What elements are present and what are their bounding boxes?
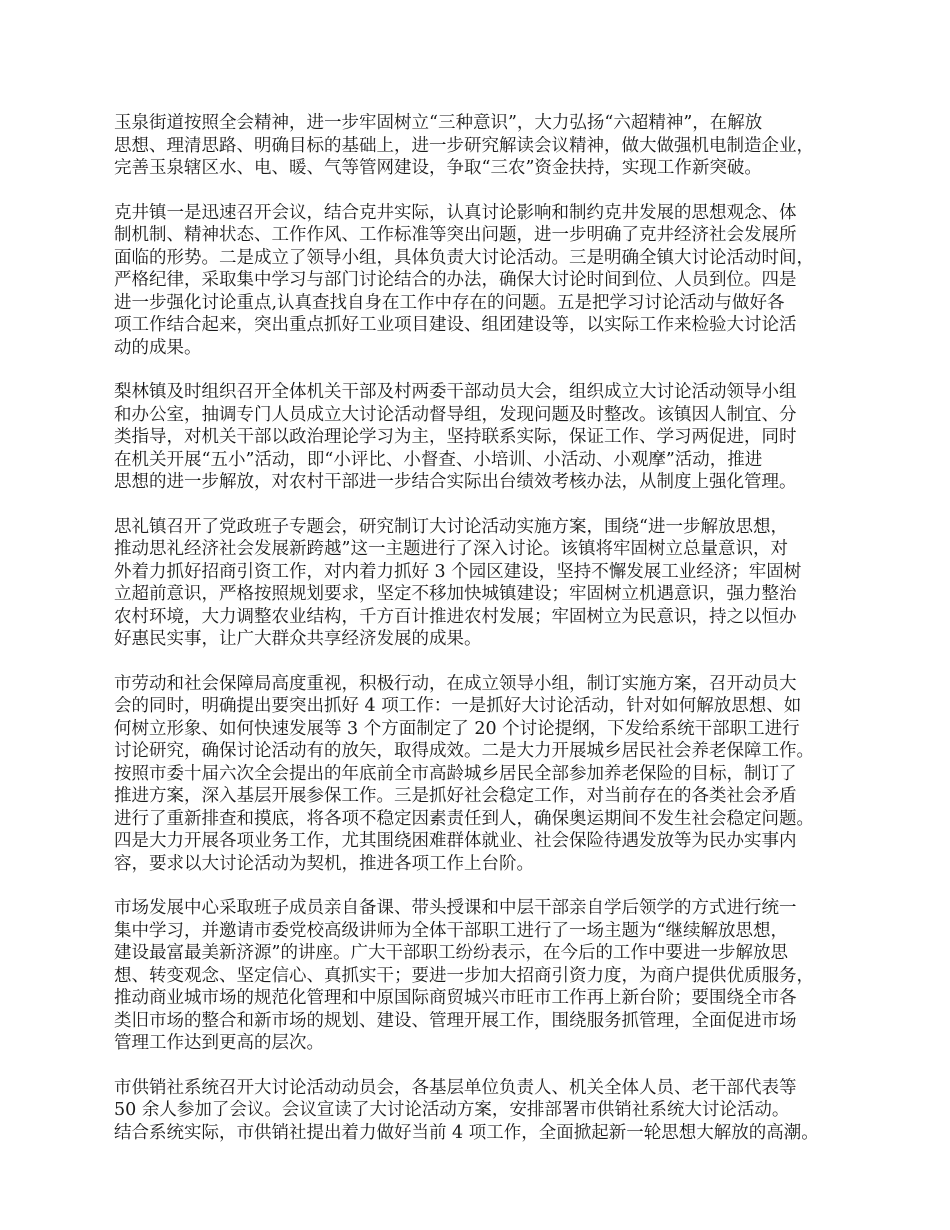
text-line: 立超前意识，严格按照规划要求，坚定不移加快城镇建设；牢固树立机遇意识，强力整治 [114,584,797,604]
paragraph-sili [114,516,854,651]
text-line: 想、转变观念、坚定信心、真抓实干；要进一步加大招商引资力度，为商户提供优质服务， [114,965,814,986]
text-line: 建设最富最美新济源”的讲座。广大干部职工纷纷表示，在今后的工作中要进一步解放思 [114,943,788,963]
text-line: 克井镇一是迅速召开会议，结合克井实际，认真讨论影响和制约克井发展的思想观念、体 [114,202,797,223]
text-line: 好惠民实事，让广大群众共享经济发展的成果。 [114,629,482,649]
text-line: 农村环境，大力调整农业结构，千方百计推进农村发展；牢固树立为民意识，持之以恒办 [114,606,797,627]
paragraph-kejing [114,202,854,360]
text-line: 在机关开展“五小”活动，即“小评比、小督查、小培训、小活动、小观摩”活动，推进 [114,449,763,470]
text-line: 推进方案，深入基层开展参保工作。三是抓好社会稳定工作，对当前存在的各类社会矛盾 [114,786,797,806]
text-line: 会的同时，明确提出要突出抓好 4 项工作：一是抓好大讨论活动，针对如何解放思想、如 [114,696,802,716]
paragraph-supply-coop [114,1077,854,1145]
text-line: 集中学习，并邀请市委党校高级讲师为全体干部职工进行了一场主题为“继续解放思想， [114,920,788,941]
text-line: 玉泉街道按照全会精神，进一步牢固树立“三种意识”，大力弘扬“六超精神”，在解放 [114,113,763,133]
text-line: 市供销社系统召开大讨论活动动员会，各基层单位负责人、机关全体人员、老干部代表等 [114,1077,797,1098]
document-body [114,112,854,1166]
text-line: 市场发展中心采取班子成员亲自备课、带头授课和中层干部亲自学后领学的方式进行统一 [114,898,797,918]
text-line: 思想、理清思路、明确目标的基础上，进一步研究解读会议精神，做大做强机电制造企业， [114,135,814,156]
paragraph-yuquan [114,112,854,180]
text-line: 讨论研究，确保讨论活动有的放矢，取得成效。二是大力开展城乡居民社会养老保障工作。 [114,741,814,761]
text-line: 进行了重新排查和摸底，将各项不稳定因素责任到人，确保奥运期间不发生社会稳定问题。 [114,808,814,829]
text-line: 严格纪律，采取集中学习与部门讨论结合的办法，确保大讨论时间到位、人员到位。四是 [114,270,797,290]
paragraph-labor-bureau [114,673,854,876]
text-line: 类旧市场的整合和新市场的规划、建设、管理开展工作，围绕服务抓管理，全面促进市场 [114,1010,797,1031]
text-line: 何树立形象、如何快速发展等 3 个方面制定了 20 个讨论提纲，下发给系统干部职工进行 [114,718,800,739]
text-line: 推动思礼经济社会发展新跨越”这一主题进行了深入讨论。该镇将牢固树立总量意识，对 [114,539,788,559]
text-line: 管理工作达到更高的层次。 [114,1033,324,1053]
text-line: 四是大力开展各项业务工作，尤其围绕困难群体就业、社会保险待遇发放等为民办实事内 [114,831,797,851]
text-line: 面临的形势。二是成立了领导小组，具体负责大讨论活动。三是明确全镇大讨论活动时间， [114,247,814,268]
text-line: 思想的进一步解放，对农村干部进一步结合实际出台绩效考核办法，从制度上强化管理。 [114,472,797,492]
text-line: 项工作结合起来，突出重点抓好工业项目建设、组团建设等，以实际工作来检验大讨论活 [114,315,797,335]
text-line: 完善玉泉辖区水、电、暖、气等管网建设，争取“三农”资金扶持，实现工作新突破。 [114,158,762,178]
paragraph-lilin [114,381,854,494]
text-line: 动的成果。 [114,337,202,358]
text-line: 结合系统实际，市供销社提出着力做好当前 4 项工作，全面掀起新一轮思想大解放的高潮。 [114,1122,819,1143]
text-line: 制机制、精神状态、工作作风、工作标准等突出问题，进一步明确了克井经济社会发展所 [114,225,797,245]
text-line: 和办公室，抽调专门人员成立大讨论活动督导组，发现问题及时整改。该镇因人制宜、分 [114,404,797,425]
paragraph-market-center [114,897,854,1055]
text-line: 按照市委十届六次全会提出的年底前全市高龄城乡居民全部参加养老保险的目标，制订了 [114,763,797,784]
text-line: 类指导，对机关干部以政治理论学习为主，坚持联系实际，保证工作、学习两促进，同时 [114,427,797,447]
text-line: 50 余人参加了会议。会议宣读了大讨论活动方案，安排部署市供销社系统大讨论活动。 [114,1100,790,1120]
text-line: 市劳动和社会保障局高度重视，积极行动，在成立领导小组，制订实施方案，召开动员大 [114,673,797,694]
text-line: 推动商业城市场的规范化管理和中原国际商贸城兴市旺市工作再上新台阶；要围绕全市各 [114,988,797,1008]
text-line: 外着力抓好招商引资工作，对内着力抓好 3 个园区建设，坚持不懈发展工业经济；牢固树 [114,561,802,582]
text-line: 思礼镇召开了党政班子专题会，研究制订大讨论活动实施方案，围绕“进一步解放思想， [114,516,788,537]
text-line: 进一步强化讨论重点,认真查找自身在工作中存在的问题。五是把学习讨论活动与做好各 [114,292,785,313]
text-line: 梨林镇及时组织召开全体机关干部及村两委干部动员大会，组织成立大讨论活动领导小组 [114,382,797,402]
text-line: 容，要求以大讨论活动为契机，推进各项工作上台阶。 [114,853,534,874]
